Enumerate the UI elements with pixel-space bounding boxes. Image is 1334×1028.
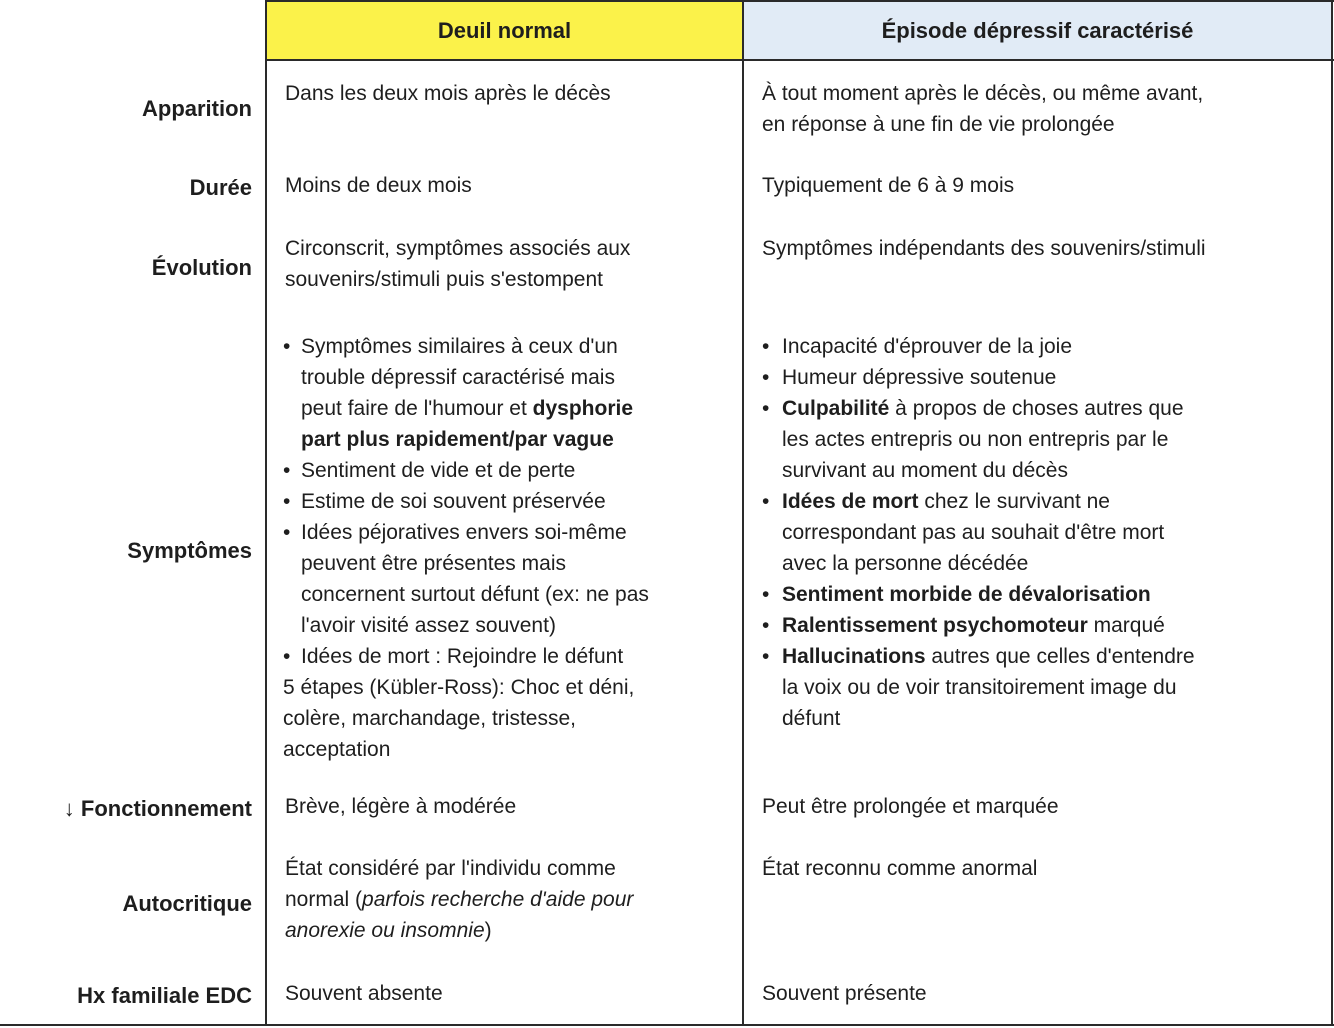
divider-middle (742, 0, 744, 1026)
header-rule (266, 59, 1334, 61)
evolution-deuil (285, 233, 630, 295)
list-item (762, 610, 1195, 641)
bullet: • (283, 645, 291, 668)
list-item (283, 486, 649, 517)
header-deuil-normal (266, 2, 743, 60)
text-line: correspondant pas au souhait d'être mort (782, 521, 1165, 544)
top-rule (266, 0, 1334, 2)
text-line: 5 étapes (Kübler-Ross): Choc et déni, (283, 676, 635, 699)
text-line: Estime de soi souvent préservée (301, 490, 606, 513)
apparition-edc (762, 78, 1203, 140)
list-item (283, 641, 649, 672)
text-line: concernent surtout défunt (ex: ne pas (301, 583, 649, 606)
text-bold: Hallucinations (782, 645, 926, 668)
text-line: Incapacité d'éprouver de la joie (782, 335, 1073, 358)
text-italic: parfois recherche d'aide pour (362, 888, 634, 911)
list-item (762, 579, 1195, 610)
bullet: • (283, 335, 291, 358)
text-line: Sentiment de vide et de perte (301, 459, 576, 482)
text-fragment: marqué (1087, 614, 1165, 637)
text-fragment: peut faire de l'humour et (301, 397, 533, 420)
text-line (283, 393, 649, 424)
text-line: Idées péjoratives envers soi-même (301, 521, 627, 544)
fonctionnement-edc: Peut être prolongée et marquée (762, 795, 1059, 818)
bullet: • (762, 366, 770, 389)
evolution-edc (762, 233, 1206, 264)
text-line: Dans les deux mois après le décès (285, 82, 611, 105)
symptomes-edc (762, 331, 1195, 734)
text-line: colère, marchandage, tristesse, (283, 707, 576, 730)
text-line: la voix ou de voir transitoirement image du (782, 676, 1177, 699)
text-line: en réponse à une fin de vie prolongée (762, 113, 1115, 136)
list-item (283, 517, 649, 548)
symptomes-deuil (283, 331, 649, 765)
text-fragment: à propos de choses autres que (889, 397, 1184, 420)
hx-deuil: Souvent absente (285, 982, 443, 1005)
row-label-apparition: Apparition (142, 96, 252, 121)
bullet: • (762, 397, 770, 420)
text-line: survivant au moment du décès (782, 459, 1068, 482)
bullet: • (762, 614, 770, 637)
text-fragment: chez le survivant ne (918, 490, 1110, 513)
autocritique-edc: État reconnu comme anormal (762, 857, 1038, 880)
divider-right (1331, 0, 1333, 1026)
list-item (762, 362, 1195, 393)
text-line: souvenirs/stimuli puis s'estompent (285, 268, 603, 291)
text-bold: Sentiment morbide de dévalorisation (782, 583, 1151, 606)
bullet: • (762, 583, 770, 606)
text-italic: anorexie ou insomnie (285, 919, 485, 942)
bullet: • (283, 521, 291, 544)
text-fragment: ) (484, 919, 492, 942)
text-line: Idées de mort : Rejoindre le défunt (301, 645, 624, 668)
text-line (283, 424, 649, 455)
header-edc-label: Épisode dépressif caractérisé (881, 18, 1194, 43)
text-line: défunt (782, 707, 841, 730)
text-line: les actes entrepris ou non entrepris par le (782, 428, 1169, 451)
hx-edc: Souvent présente (762, 982, 927, 1005)
list-item (762, 393, 1195, 424)
list-item (762, 641, 1195, 672)
text-line: Symptômes similaires à ceux d'un (301, 335, 618, 358)
text-line: Circonscrit, symptômes associés aux (285, 237, 631, 260)
autocritique-deuil (285, 853, 633, 946)
text-line: avec la personne décédée (782, 552, 1029, 575)
bullet: • (283, 490, 291, 513)
text-bold: part plus rapidement/par vague (301, 428, 614, 451)
row-label-duree: Durée (189, 175, 252, 200)
header-deuil-label: Deuil normal (437, 18, 572, 43)
text-fragment: normal ( (285, 888, 363, 911)
row-label-evolution: Évolution (151, 255, 252, 280)
divider-left (265, 0, 267, 1026)
row-label-hx-familiale: Hx familiale EDC (77, 983, 252, 1008)
apparition-deuil (285, 78, 611, 109)
fonctionnement-deuil: Brève, légère à modérée (285, 795, 517, 818)
text-line: État considéré par l'individu comme (285, 857, 616, 880)
text-line (285, 915, 633, 946)
list-item (762, 486, 1195, 517)
header-episode-depressif (743, 2, 1332, 60)
list-item (762, 331, 1195, 362)
text-line: Symptômes indépendants des souvenirs/stimuli (762, 237, 1206, 260)
row-label-symptomes: Symptômes (127, 538, 252, 563)
text-fragment: autres que celles d'entendre (925, 645, 1195, 668)
duree-edc (762, 170, 1014, 201)
list-item (283, 455, 649, 486)
list-item (283, 331, 649, 362)
text-bold: dysphorie (532, 397, 634, 420)
text-line: l'avoir visité assez souvent) (301, 614, 556, 637)
row-label-autocritique: Autocritique (122, 891, 252, 916)
text-line: Moins de deux mois (285, 174, 472, 197)
text-line: trouble dépressif caractérisé mais (301, 366, 615, 389)
bullet: • (762, 645, 770, 668)
text-line: acceptation (283, 738, 391, 761)
text-bold: Ralentissement psychomoteur (782, 614, 1088, 637)
text-bold: Idées de mort (782, 490, 919, 513)
text-line: À tout moment après le décès, ou même avant, (762, 82, 1204, 105)
duree-deuil (285, 170, 472, 201)
row-label-fonctionnement: ↓ Fonctionnement (63, 796, 252, 821)
text-line: peuvent être présentes mais (301, 552, 566, 575)
bullet: • (283, 459, 291, 482)
text-bold: Culpabilité (782, 397, 890, 420)
text-line: Typiquement de 6 à 9 mois (762, 174, 1015, 197)
text-line (285, 884, 633, 915)
bullet: • (762, 335, 770, 358)
text-line: Humeur dépressive soutenue (782, 366, 1057, 389)
bottom-rule (0, 1024, 1334, 1026)
bullet: • (762, 490, 770, 513)
